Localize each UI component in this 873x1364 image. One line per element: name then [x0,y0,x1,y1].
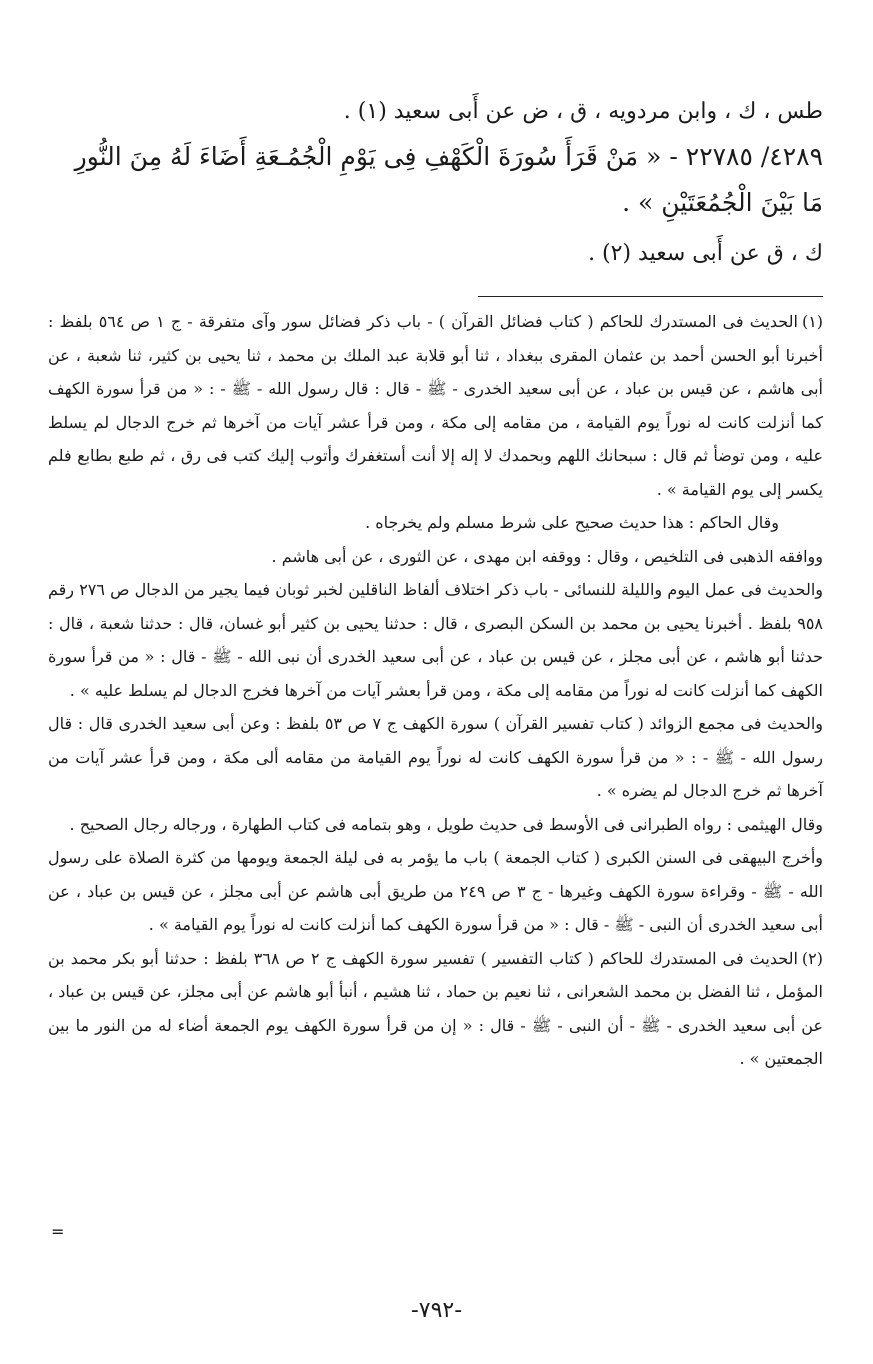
main-text [48,92,823,274]
footnote-1-para-1 [48,305,823,506]
footnote-text: الحديث فى المستدرك للحاكم ( كتاب فضائل القرآن ) - باب ذكر فضائل سور وآى متفرقة - ج ١ ص ٥٦٤ بلفظ : أخبرنا أبو الحسن أحمد بن عثمان المقرى ببغداد ، ثنا أبو قلابة عبد الملك بن محمد ، ثنا يحيى بن كثير، ثنا شعبة ، عن أبى هاشم ، عن قيس بن عباد ، عن أبى سعيد الخدرى - ﷺ - قال : قال رسول الله - ﷺ - : « من قرأ سورة الكهف كما أنزلت كانت له نوراً يوم القيامة ، من مقامه إلى مكة ، ومن قرأ عشر آيات من آخرها ثم خرج الدجال لم يسلط عليه ، ومن توضأ ثم قال : سبحانك اللهم وبحمدك لا إله إلا أنت أستغفرك وأتوب إليك كتب فى رق ، ثم طبع بطابع فلم يكسر إلى يوم القيامة » . [48,312,823,499]
source-line-2: ك ، ق عن أَبى سعيد (٢) . [588,241,823,266]
footnotes [48,305,823,1076]
footnote-1-para-2: وقال الحاكم : هذا حديث صحيح على شرط مسلم ولم يخرجاه . [365,513,779,532]
footnote-1-para-6: وقال الهيثمى : رواه الطبرانى فى الأوسط فى حديث طويل ، وهو بتمامه فى كتاب الطهارة ، ورجاله رجال الصحيح . [69,814,823,834]
footnote-text: الحديث فى المستدرك للحاكم ( كتاب التفسير ) تفسير سورة الكهف ج ٢ ص ٣٦٨ بلفظ : حدثنا أبو بكر محمد بن المؤمل ، ثنا الفضل بن محمد الشعرانى ، ثنا نعيم بن حماد ، ثنا هشيم ، أنبأ أبو هاشم عن أبى مجلز، عن قيس بن عباد ، عن أبى سعيد الخدرى - ﷺ - أن النبى - ﷺ - قال : « إن من قرأ سورة الكهف يوم الجمعة أضاء له من النور ما بين الجمعتين » . [48,948,823,1068]
continuation-mark: = [51,1222,65,1241]
footnote-1-para-4: والحديث فى عمل اليوم والليلة للنسائى - باب ذكر اختلاف ألفاظ الناقلين لخبر ثوبان فيما يجير من الدجال ص ٢٧٦ رقم ٩٥٨ بلفظ . أخبرنا يحيى بن محمد بن السكن البصرى ، قال : حدثنا يحيى بن كثير أبو غسان، قال : حدثنا شعبة ، قال : حدثنا أبو هاشم ، عن أبى مجلز ، عن قيس بن عباد ، عن أبى سعيد الخدرى أن نبى الله - ﷺ - قال : « من قرأ سورة الكهف كما أنزلت كانت له نوراً من مقامه إلى مكة ، ومن قرأ بعشر آيات من آخرها فخرج الدجال لم يسلط عليه » . [48,580,824,700]
hadith-text: ٤٢٨٩/ ٢٢٧٨٥ - « مَنْ قَرَأَ سُورَةَ الْكَهْفِ فِى يَوْمِ الْجُمُـعَةِ أَضَاءَ لَهُ مِنَ النُّورِ مَا بَيْنَ الْجُمُعَتَيْنِ » . [74,142,823,217]
footnote-1-para-7: وأخرج البيهقى فى السنن الكبرى ( كتاب الجمعة ) باب ما يؤمر به فى ليلة الجمعة ويومها من كثرة الصلاة على رسول الله - ﷺ - وقراءة سورة الكهف وغيرها - ج ٣ ص ٢٤٩ من طريق أبى هاشم عن أبى مجلز ، عن قيس بن عباد ، عن أبى سعيد الخدرى أن النبى - ﷺ - قال : « من قرأ سورة الكهف كما أنزلت كانت له نوراً يوم القيامة » . [48,848,824,934]
footnote-divider [478,296,823,297]
footnote-number: (١) [801,312,824,331]
footnote-2-para-1 [48,942,823,1076]
footnote-1-para-3: ووافقه الذهبى فى التلخيص ، وقال : ووقفه ابن مهدى ، عن الثورى ، عن أبى هاشم . [271,546,823,566]
source-line: طس ، ك ، وابن مردويه ، ق ، ض عن أَبى سعيد (١) . [343,99,823,124]
footnote-number: (٢) [801,948,823,968]
footnote-1-para-5: والحديث فى مجمع الزوائد ( كتاب تفسير القرآن ) سورة الكهف ج ٧ ص ٥٣ بلفظ : وعن أبى سعيد الخدرى قال : قال رسول الله - ﷺ - : « من قرأ سورة الكهف كانت له نوراً يوم القيامة من مقامه ألى مكة ، ومن قرأ عشر آيات من آخرها ثم خرج الدجال لم يضره » . [48,714,824,800]
page-number: -٧٩٢- [410,1298,463,1323]
